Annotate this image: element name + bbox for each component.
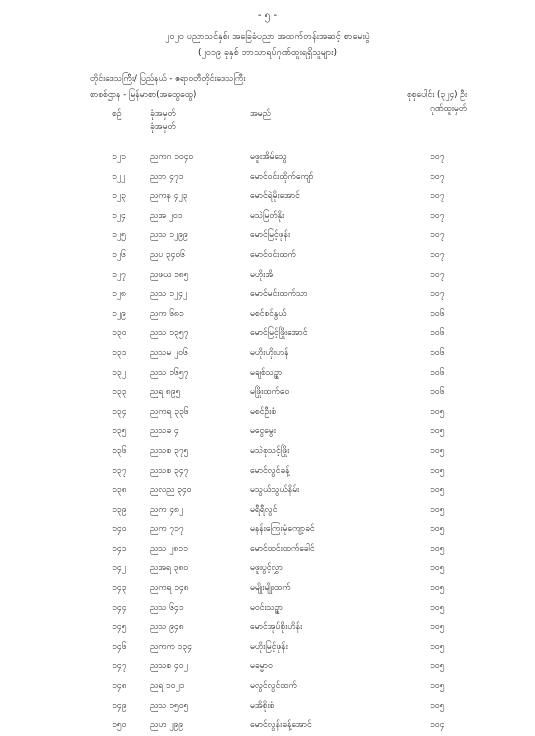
student-name: မောင်ဝင်းထိုက်ကျော် bbox=[250, 171, 314, 182]
list-item bbox=[0, 285, 535, 305]
student-name: မောင်လွန်းခန့်အောင် bbox=[250, 720, 312, 731]
document-subtitle: (၂၀၁၉ ခုနှစ် ဘာသာရပ်ဂုဏ်ထူးရရှိသူများ) bbox=[198, 48, 337, 58]
roll-number: ညရ ၈၉၅ bbox=[150, 387, 181, 398]
student-name: မချစ်သဉ္ဇာ bbox=[250, 367, 283, 378]
list-item bbox=[0, 520, 535, 540]
list-item bbox=[0, 618, 535, 638]
mark-value: ၁၀၅ bbox=[430, 622, 445, 633]
center-line: စာစစ်ဌာန - မြန်မာစာ(အထွေထွေ) bbox=[90, 90, 197, 100]
roll-number: ညလည ၃၄၀ bbox=[150, 485, 192, 496]
roll-number: ညအ ၂၀၁ bbox=[150, 210, 183, 221]
list-item bbox=[0, 677, 535, 697]
row-number: ၁၂၆ bbox=[112, 249, 126, 260]
list-item bbox=[0, 344, 535, 364]
row-number: ၁၂၅ bbox=[112, 230, 126, 241]
column-header-roll-sub: ခုံအမှတ် bbox=[150, 122, 176, 132]
row-number: ၁၃၄ bbox=[112, 406, 127, 417]
roll-number: ညက ၄၈၂ bbox=[150, 504, 184, 515]
student-name: မခမ္မာဝ bbox=[250, 661, 273, 672]
roll-number: ညသ ၁၆၅၇ bbox=[150, 367, 189, 378]
roll-number: ညသစ ၄၀၂ bbox=[150, 661, 188, 672]
list-item bbox=[0, 187, 535, 207]
student-name: မစင်စင်နွယ် bbox=[250, 308, 287, 319]
student-name: မသဲမြတ်နိုး bbox=[250, 210, 285, 221]
list-item bbox=[0, 324, 535, 344]
student-name: မောင်ထင်းထက်ခေါင် bbox=[250, 543, 315, 554]
mark-value: ၁၀၇ bbox=[430, 152, 445, 162]
roll-number: ညသစ ၃၄၇ bbox=[150, 465, 189, 476]
mark-value: ၁၀၅ bbox=[430, 504, 445, 515]
roll-number: ညက ၆၈၁ bbox=[150, 308, 184, 319]
student-name: မရီရီလွင် bbox=[250, 504, 278, 515]
mark-value: ၁၀၅ bbox=[430, 681, 445, 692]
list-item bbox=[0, 442, 535, 462]
student-name: မငွေမွေး bbox=[250, 426, 276, 437]
list-item bbox=[0, 305, 535, 325]
row-number: ၁၄၂ bbox=[112, 563, 126, 574]
student-name: မနန်းကြေးမုံကျော့ခင် bbox=[250, 524, 315, 535]
mark-value: ၁၀၅ bbox=[430, 524, 445, 535]
list-item bbox=[0, 364, 535, 384]
list-item bbox=[0, 599, 535, 619]
roll-number: ညကရ ၃၃၆ bbox=[150, 406, 189, 417]
row-number: ၁၃၆ bbox=[112, 445, 127, 456]
mark-value: ၁၀၅ bbox=[430, 465, 445, 476]
student-name: မောင်မြင့်ဖြိုးအောင် bbox=[250, 328, 308, 339]
list-item bbox=[0, 501, 535, 521]
row-number: ၁၃၀ bbox=[112, 328, 127, 339]
document-title: ၂၀၂၀ ပညာသင်နှစ်၊ အခြေခံပညာ အထက်တန်းအဆင့် စာမေးပွဲ bbox=[165, 32, 370, 42]
row-number: ၁၂၉ bbox=[112, 308, 126, 319]
roll-number: ညကဂ ၁၀၄၀ bbox=[150, 152, 194, 162]
mark-value: ၁၀၆ bbox=[430, 347, 445, 358]
list-item bbox=[0, 148, 535, 168]
mark-value: ၁၀၅ bbox=[430, 406, 445, 417]
student-name: မဟိုးအိ bbox=[250, 269, 274, 280]
roll-number: ညအရ ၃၈၀ bbox=[150, 563, 189, 574]
list-item bbox=[0, 168, 535, 188]
list-item bbox=[0, 246, 535, 266]
student-name: မဖူးအိမ်သွေ bbox=[250, 152, 288, 162]
roll-number: ညပ ၃၄၀၆ bbox=[150, 249, 185, 260]
mark-value: ၁၀၆ bbox=[430, 387, 445, 398]
student-name: မဝင်းသဉ္ဇာ bbox=[250, 602, 283, 613]
mark-value: ၁၀၅ bbox=[430, 485, 445, 496]
mark-value: ၁၀၇ bbox=[430, 289, 445, 300]
roll-number: ညသခ ၄ bbox=[150, 426, 179, 437]
total-subheading: ဂုဏ်ထူးမှတ် bbox=[430, 104, 467, 114]
list-item bbox=[0, 540, 535, 560]
row-number: ၁၂၄ bbox=[112, 210, 126, 221]
row-number: ၁၅၀ bbox=[112, 720, 127, 731]
student-name: မဟိုးဟိုးဟန် bbox=[250, 347, 289, 358]
roll-number: ညကက ၁၃၄ bbox=[150, 641, 192, 652]
mark-value: ၁၀၆ bbox=[430, 367, 445, 378]
mark-value: ၁၀၅ bbox=[430, 641, 445, 652]
roll-number: ညရ ၁၀၂၁ bbox=[150, 681, 185, 692]
list-item bbox=[0, 383, 535, 403]
row-number: ၁၂၇ bbox=[112, 269, 126, 280]
row-number: ၁၃၃ bbox=[112, 387, 127, 398]
roll-number: ညဘ ၄၇၁ bbox=[150, 171, 184, 182]
row-number: ၁၄၇ bbox=[112, 661, 127, 672]
mark-value: ၁၀၆ bbox=[430, 328, 445, 339]
row-number: ၁၄၃ bbox=[112, 583, 127, 594]
list-item bbox=[0, 207, 535, 227]
row-number: ၁၄၀ bbox=[112, 524, 127, 535]
list-item bbox=[0, 697, 535, 717]
mark-value: ၁၀၅ bbox=[430, 426, 445, 437]
roll-number: ညသမ ၂၀၆ bbox=[150, 347, 188, 358]
mark-value: ၁၀၄ bbox=[430, 720, 445, 731]
mark-value: ၁၀၅ bbox=[430, 700, 445, 711]
student-name: မသွယ်သွယ်နိမ်း bbox=[250, 485, 300, 496]
list-item bbox=[0, 266, 535, 286]
list-item bbox=[0, 462, 535, 482]
mark-value: ၁၀၅ bbox=[430, 445, 445, 456]
column-header-roll: ခုံအမှတ် bbox=[150, 109, 176, 119]
row-number: ၁၃၉ bbox=[112, 504, 127, 515]
total-count: စုစုပေါင်း (၃၂၄) ဦး bbox=[406, 90, 467, 100]
list-item bbox=[0, 403, 535, 423]
roll-number: ညကရ ၁၄၈ bbox=[150, 583, 189, 594]
student-name: မောင်အုပ်စိုးဟိန်း bbox=[250, 622, 303, 633]
student-name: မောင်ရဲမိုးအောင် bbox=[250, 191, 300, 202]
mark-value: ၁၀၇ bbox=[430, 249, 445, 260]
roll-number: ညသစ ၃၇၅ bbox=[150, 445, 189, 456]
student-name: မောင်မင်းထက်သာ bbox=[250, 289, 308, 300]
row-number: ၁၃၇ bbox=[112, 465, 127, 476]
student-name: မစင်ဦးစံ bbox=[250, 406, 277, 417]
roll-number: ညသ ၁၃၅၇ bbox=[150, 328, 189, 339]
mark-value: ၁၀၇ bbox=[430, 191, 445, 202]
row-number: ၁၃၂ bbox=[112, 367, 126, 378]
roll-number: ညဟ ၂၉၉ bbox=[150, 720, 183, 731]
student-name: မလွင်လွင်ထက် bbox=[250, 681, 297, 692]
list-item bbox=[0, 559, 535, 579]
student-name: မောင်လွင်ခန့် bbox=[250, 465, 290, 476]
column-header-name: အမည် bbox=[250, 109, 271, 119]
list-item bbox=[0, 638, 535, 658]
mark-value: ၁၀၇ bbox=[430, 171, 445, 182]
mark-value: ၁၀၅ bbox=[430, 543, 445, 554]
row-number: ၁၄၁ bbox=[112, 543, 127, 554]
results-list bbox=[0, 148, 535, 736]
row-number: ၁၃၁ bbox=[112, 347, 127, 358]
row-number: ၁၄၅ bbox=[112, 622, 127, 633]
mark-value: ၁၀၅ bbox=[430, 661, 445, 672]
roll-number: ညကန ၄၂၃ bbox=[150, 191, 188, 202]
roll-number: ညသ ၁၂၄၂ bbox=[150, 289, 188, 300]
list-item bbox=[0, 226, 535, 246]
mark-value: ၁၀၇ bbox=[430, 230, 445, 241]
row-number: ၁၄၉ bbox=[112, 700, 127, 711]
mark-value: ၁၀၅ bbox=[430, 602, 445, 613]
list-item bbox=[0, 579, 535, 599]
row-number: ၁၂၃ bbox=[112, 191, 126, 202]
student-name: မောင်မြင့်ဖုန်း bbox=[250, 230, 291, 241]
page-number: - ၅ - bbox=[257, 10, 278, 21]
row-number: ၁၂၈ bbox=[112, 289, 126, 300]
column-header-no: စဉ် bbox=[112, 109, 122, 119]
row-number: ၁၂၁ bbox=[112, 152, 126, 162]
student-name: မအိစိုးစံ bbox=[250, 700, 275, 711]
roll-number: ညဖယ ၁၈၅ bbox=[150, 269, 189, 280]
mark-value: ၁၀၇ bbox=[430, 210, 445, 221]
roll-number: ညက ၇၁၇ bbox=[150, 524, 184, 535]
roll-number: ညသ ၉၄၈ bbox=[150, 622, 184, 633]
row-number: ၁၄၆ bbox=[112, 641, 127, 652]
row-number: ၁၄၄ bbox=[112, 602, 127, 613]
roll-number: ညသ ၂၈၁၁ bbox=[150, 543, 188, 554]
mark-value: ၁၀၅ bbox=[430, 583, 445, 594]
student-name: မဖြိုးထက်ဝေ bbox=[250, 387, 290, 398]
mark-value: ၁၀၅ bbox=[430, 563, 445, 574]
student-name: မဟိုးမြင့်ဖုန်း bbox=[250, 641, 288, 652]
list-item bbox=[0, 481, 535, 501]
student-name: မဖူးပွင့်လွှာ bbox=[250, 563, 283, 574]
row-number: ၁၃၈ bbox=[112, 485, 127, 496]
list-item bbox=[0, 422, 535, 442]
region-line: တိုင်းဒေသကြီး/ ပြည်နယ် - ဧရာဝတီတိုင်းဒေသကြီး bbox=[90, 74, 246, 84]
roll-number: ညသ ၁၅၀၅ bbox=[150, 700, 189, 711]
row-number: ၁၂၂ bbox=[112, 171, 126, 182]
mark-value: ၁၀၆ bbox=[430, 308, 445, 319]
list-item bbox=[0, 657, 535, 677]
student-name: မောင်ဝင်းထက် bbox=[250, 249, 296, 260]
student-name: မမျိုးမျိုးထက် bbox=[250, 583, 291, 594]
row-number: ၁၄၈ bbox=[112, 681, 127, 692]
mark-value: ၁၀၇ bbox=[430, 269, 445, 280]
roll-number: ညသ ၁၂၉၉ bbox=[150, 230, 188, 241]
roll-number: ညသ ၆၄၁ bbox=[150, 602, 184, 613]
row-number: ၁၃၅ bbox=[112, 426, 127, 437]
student-name: မသဲစုသင့်ဖြိုး bbox=[250, 445, 290, 456]
